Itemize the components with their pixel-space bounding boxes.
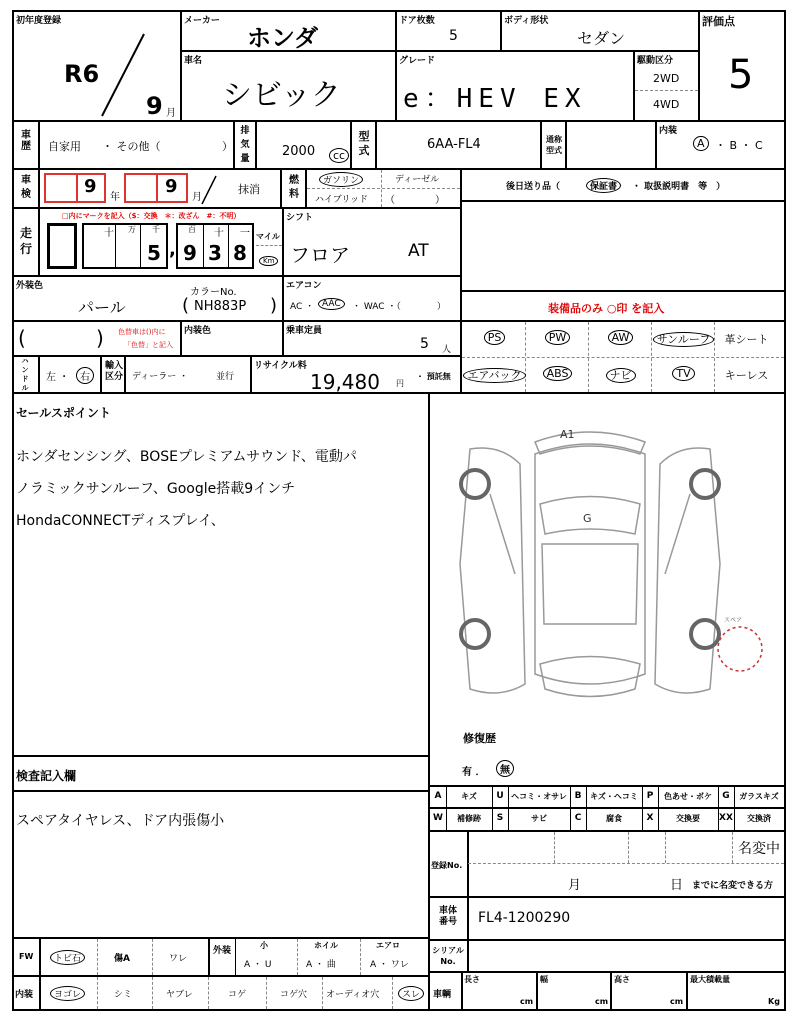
fuel-other: （ ）	[385, 195, 445, 206]
repair-history-no: 無	[496, 760, 514, 777]
drive-4wd: 4WD	[653, 98, 680, 111]
recycle-cell	[250, 355, 462, 394]
history-close: ）	[222, 140, 233, 153]
score-cell	[698, 10, 786, 122]
dims-label: 車輌	[433, 990, 452, 1000]
inspection-month: 9	[165, 176, 178, 197]
doors-label: ドア枚数	[399, 16, 435, 26]
repaint-note-2: 「色替」と記入	[124, 341, 173, 349]
fuel-diesel: ディーゼル	[395, 175, 440, 185]
legend-meaning: キズ・ヘコミ	[590, 792, 638, 801]
mileage-label: 走行	[19, 226, 32, 256]
drive-cell	[633, 50, 700, 122]
handle-cell	[38, 355, 102, 394]
model-label-cell	[350, 120, 377, 170]
registration-cell	[428, 830, 786, 898]
common-model-cell	[565, 120, 657, 170]
damage-mark-g: G	[583, 512, 592, 525]
mileage-comma: ,	[169, 239, 176, 260]
handle-right: 右	[76, 367, 94, 384]
capacity-unit: 人	[442, 345, 452, 355]
legend-meaning: ヘコミ・オサレ	[511, 792, 567, 801]
equipment-item	[651, 367, 716, 380]
aircon-ac: AC ・	[290, 302, 315, 312]
history-cell	[38, 120, 235, 170]
color-no-label: カラーNo.	[190, 287, 237, 298]
equipment-item-label: ナビ	[606, 368, 636, 383]
small-label: 小	[260, 941, 268, 950]
fw-crack: ワレ	[169, 954, 188, 964]
inspection-label-cell	[12, 168, 40, 209]
legend-code: X	[646, 813, 654, 823]
interior-color-label: 内装色	[184, 326, 212, 336]
legend-code: XX	[719, 813, 733, 823]
inspection-notes-label: 検査記入欄	[16, 769, 77, 783]
maker-value: ホンダ	[247, 24, 319, 52]
drive-2wd: 2WD	[653, 72, 680, 85]
sales-points-cell	[12, 392, 430, 757]
car-name-value: シビック	[222, 78, 341, 113]
legend-meaning: 色あせ・ボケ	[664, 792, 712, 801]
name-change-label: 名変中	[738, 841, 780, 857]
car-name-cell	[180, 50, 397, 122]
equipment-item-label: サンルーフ	[653, 332, 715, 347]
common-model-label: 通称型式	[546, 135, 562, 155]
equipment-item	[462, 331, 527, 344]
aircon-aac: AAC	[318, 298, 345, 310]
model-cell	[375, 120, 542, 170]
inspection-notes-header	[12, 755, 430, 792]
exterior-color-value: パール	[78, 298, 126, 317]
legend-code: G	[722, 791, 730, 801]
disp-label-cell	[233, 120, 257, 170]
fuel-gasoline: ガソリン	[319, 172, 363, 187]
equipment-item-label: PS	[484, 330, 506, 345]
chassis-cell	[428, 896, 786, 941]
handle-label-cell	[12, 355, 40, 394]
import-cell	[124, 355, 252, 394]
doors-value: 5	[449, 28, 458, 44]
dimensions-cell	[428, 971, 786, 1011]
body-label: ボディ形状	[504, 16, 549, 26]
later-items-cell	[460, 168, 786, 202]
equipment-item-label: AW	[608, 330, 634, 345]
chassis-number: FL4-1200290	[478, 910, 571, 926]
score-label: 評価点	[702, 15, 735, 28]
shift-label: シフト	[286, 213, 314, 223]
fuel-cell	[305, 168, 462, 209]
interior-burn-hole: コゲ穴	[280, 990, 308, 1000]
car-name-label: 車名	[184, 56, 203, 66]
legend-meaning: サビ	[531, 814, 547, 823]
later-items-rest: ・ 取扱説明書 等 ）	[632, 182, 726, 192]
doors-cell	[395, 10, 502, 52]
slash-divider	[94, 30, 154, 120]
equipment-item-label: エアバック	[463, 368, 525, 383]
disp-cell	[255, 120, 352, 170]
repair-history-yes: 有 ．	[462, 767, 486, 778]
dims-width-label: 幅	[540, 975, 548, 984]
wheel-label: ホイル	[314, 941, 338, 950]
capacity-label: 乗車定員	[286, 326, 323, 336]
interior-grade-a: A	[693, 136, 709, 151]
small-values: A ・ U	[244, 960, 272, 970]
sales-point-line: ホンダセンシング、BOSEプレミアムサウンド、電動パ	[16, 449, 357, 465]
legend-meaning: 交換済	[747, 814, 771, 823]
inspection-month-unit: 月	[192, 192, 202, 203]
fw-row	[12, 937, 430, 977]
aircon-rest: ・ WAC ・（ ）	[352, 302, 446, 312]
cancelled-label: 抹消	[238, 183, 260, 196]
shift-type: フロア	[290, 243, 350, 267]
mileage-digits-group-2	[176, 223, 254, 269]
model-label: 型式	[358, 130, 370, 157]
mileage-km: Km	[259, 256, 278, 266]
disp-value: 2000	[282, 144, 316, 159]
import-dealer: ディーラー ・	[132, 372, 189, 382]
serial-label: シリアルNo.	[432, 946, 464, 966]
fuel-label-cell	[280, 168, 307, 209]
handle-left: 左 ・	[46, 372, 70, 383]
legend-meaning: 交換要	[676, 814, 700, 823]
import-label: 輸入区分	[104, 361, 123, 382]
first-registration-year: R6	[64, 60, 100, 88]
interior-burn: コゲ	[228, 990, 247, 1000]
damage-legend	[428, 785, 786, 832]
equipment-item-label: 革シート	[724, 333, 769, 346]
inspection-notes-text: スペアタイヤレス、ドア内張傷小	[16, 813, 225, 829]
capacity-cell	[282, 320, 462, 357]
mileage-note: □内にマークを記入（$：交換 ＊：改ざん #：不明）	[62, 212, 241, 220]
interior-grade-rest: ・ B ・ C	[715, 139, 763, 152]
history-other: ・ その他（	[102, 140, 161, 153]
recycle-deposit: ・ 預託無	[416, 372, 451, 381]
shift-cell	[282, 207, 462, 277]
year-unit: 年	[110, 192, 120, 203]
maker-label: メーカー	[184, 16, 220, 26]
cm-unit: cm	[520, 997, 534, 1006]
month-unit: 月	[166, 108, 176, 119]
equipment-item-label: キーレス	[724, 369, 769, 382]
aero-label: エアロ	[376, 941, 400, 950]
history-private: 自家用	[48, 140, 81, 153]
mileage-digit: 3	[208, 241, 222, 265]
digit-header: 十	[214, 228, 224, 239]
digit-header: 十	[104, 228, 114, 239]
mileage-digit: 9	[183, 241, 197, 265]
maker-cell	[180, 10, 397, 52]
equipment-item	[525, 367, 590, 380]
common-model-label-cell	[540, 120, 567, 170]
repaint-cell: ( ) 色替車は()内に 「色替」と記入	[12, 320, 182, 357]
equipment-item	[588, 331, 653, 344]
legend-meaning: キズ	[461, 792, 477, 801]
mileage-digit: 5	[147, 241, 161, 265]
fuel-label: 燃料	[289, 175, 299, 200]
cm-unit: cm	[670, 997, 684, 1006]
chassis-label: 車体番号	[438, 906, 457, 927]
serial-cell	[428, 939, 786, 973]
damage-mark-a1: A1	[560, 428, 575, 441]
fuel-hybrid: ハイブリッド	[315, 195, 369, 205]
repaint-note-1: 色替車は()内に	[118, 328, 166, 336]
registration-label: 登録No.	[431, 861, 463, 870]
legend-meaning: 腐食	[606, 814, 622, 823]
legend-code: A	[434, 791, 442, 801]
equipment-item-label: PW	[545, 330, 571, 345]
legend-code: W	[433, 813, 443, 823]
equipment-item	[525, 331, 590, 344]
wheel-values: A ・ 曲	[306, 960, 336, 970]
legend-code: C	[574, 813, 582, 823]
sales-point-line: ノラミックサンルーフ、Google搭載9インチ	[16, 481, 296, 497]
inspection-year: 9	[84, 176, 97, 197]
slash-divider	[200, 174, 218, 206]
fw-scratch-a: 傷A	[114, 954, 130, 964]
import-parallel: 並行	[216, 372, 235, 382]
score-value: 5	[728, 52, 754, 98]
mileage-digit-box	[47, 223, 77, 269]
sales-point-line: HondaCONNECTディスプレイ、	[16, 513, 225, 529]
registration-deadline: までに名変できる方	[692, 881, 774, 891]
recycle-unit: 円	[396, 379, 404, 388]
inspection-cell	[38, 168, 282, 209]
fw-label: FW	[19, 952, 34, 961]
disp-unit: cc	[329, 148, 349, 163]
equipment-item	[714, 331, 779, 347]
aero-values: A ・ ワレ	[370, 960, 409, 970]
dims-length-label: 長さ	[464, 975, 480, 984]
inspection-notes-cell	[12, 790, 430, 939]
grade-cell	[395, 50, 635, 122]
cm-unit: cm	[595, 997, 609, 1006]
exterior-color-label: 外装色	[16, 281, 44, 291]
interior-stain: シミ	[114, 990, 133, 1000]
body-cell	[500, 10, 700, 52]
mileage-label-cell	[12, 207, 40, 277]
grade-value: e：HEV EX	[403, 84, 587, 114]
equipment-grid	[460, 320, 786, 394]
handle-label: ハンドル	[21, 357, 29, 392]
later-items-blank	[460, 200, 786, 292]
interior-grade-label: 内装	[659, 126, 678, 136]
grade-label: グレード	[399, 56, 436, 66]
drive-label: 駆動区分	[637, 56, 674, 66]
equipment-header-cell	[460, 290, 786, 322]
interior-damage-row	[12, 975, 430, 1011]
aircon-label: エアコン	[286, 281, 322, 291]
color-no-value: NH883P	[194, 299, 247, 314]
interior-grade-cell	[655, 120, 786, 170]
digit-header: 一	[240, 228, 250, 239]
mileage-digit: 8	[233, 241, 247, 265]
car-diagram-cell	[428, 392, 786, 787]
equipment-item-label: ABS	[543, 366, 573, 381]
dims-load-label: 最大積載量	[690, 975, 730, 984]
equipment-item	[714, 367, 779, 383]
recycle-label: リサイクル料	[254, 361, 307, 371]
equipment-item	[462, 367, 527, 383]
equipment-item	[651, 331, 716, 347]
body-value: セダン	[577, 29, 626, 48]
legend-meaning: ガラスキズ	[739, 792, 779, 801]
model-value: 6AA-FL4	[427, 137, 481, 152]
digit-header: 万	[128, 225, 136, 234]
spare-label: スペア	[724, 617, 743, 624]
sales-points-label: セールスポイント	[16, 406, 111, 420]
recycle-value: 19,480	[310, 370, 380, 394]
transmission: AT	[408, 241, 429, 261]
later-items-label: 後日送り品（	[506, 182, 561, 192]
car-diagram	[430, 394, 784, 714]
registration-day: 日	[670, 878, 684, 893]
import-label-cell	[100, 355, 126, 394]
first-registration-month: 9	[146, 92, 163, 120]
history-label-cell	[12, 120, 40, 170]
disp-label: 排気量	[240, 126, 250, 164]
capacity-value: 5	[420, 336, 429, 352]
mileage-cell	[38, 207, 284, 277]
first-registration-cell	[12, 10, 182, 122]
history-label: 車歴	[21, 130, 31, 152]
exterior-label: 外装	[212, 946, 231, 956]
aircon-cell	[282, 275, 462, 322]
mileage-digits-group-1	[82, 223, 168, 269]
interior-audio-hole: オーディオ穴	[326, 990, 380, 1000]
fw-chip: トビ石	[50, 950, 85, 965]
legend-code: P	[646, 791, 654, 801]
digit-header: 千	[152, 225, 160, 234]
exterior-color-cell: 外装色 パール カラーNo. ( NH883P )	[12, 275, 284, 322]
interior-wear: スレ	[398, 986, 424, 1001]
legend-code: S	[496, 813, 504, 823]
equipment-item	[588, 367, 653, 383]
registration-month: 月	[568, 878, 582, 893]
interior-tear: ヤブレ	[166, 990, 193, 1000]
interior-color-cell	[180, 320, 284, 357]
legend-meaning: 補修跡	[457, 814, 481, 823]
dims-height-label: 高さ	[614, 975, 630, 984]
equipment-item-label: TV	[672, 366, 694, 381]
legend-code: B	[574, 791, 582, 801]
legend-code: U	[496, 791, 504, 801]
equipment-header: 装備品のみ ○印 を記入	[548, 302, 665, 315]
repair-history-label: 修復歴	[463, 732, 496, 745]
later-items-warranty: 保証書	[586, 178, 621, 193]
mileage-mile: マイル	[256, 232, 280, 241]
digit-header: 百	[188, 225, 196, 234]
interior-damage-label: 内装	[15, 990, 34, 1000]
first-registration-label: 初年度登録	[16, 16, 62, 26]
inspection-label: 車検	[21, 175, 31, 200]
kg-unit: Kg	[768, 997, 780, 1006]
interior-dirt: ヨゴレ	[50, 986, 85, 1001]
